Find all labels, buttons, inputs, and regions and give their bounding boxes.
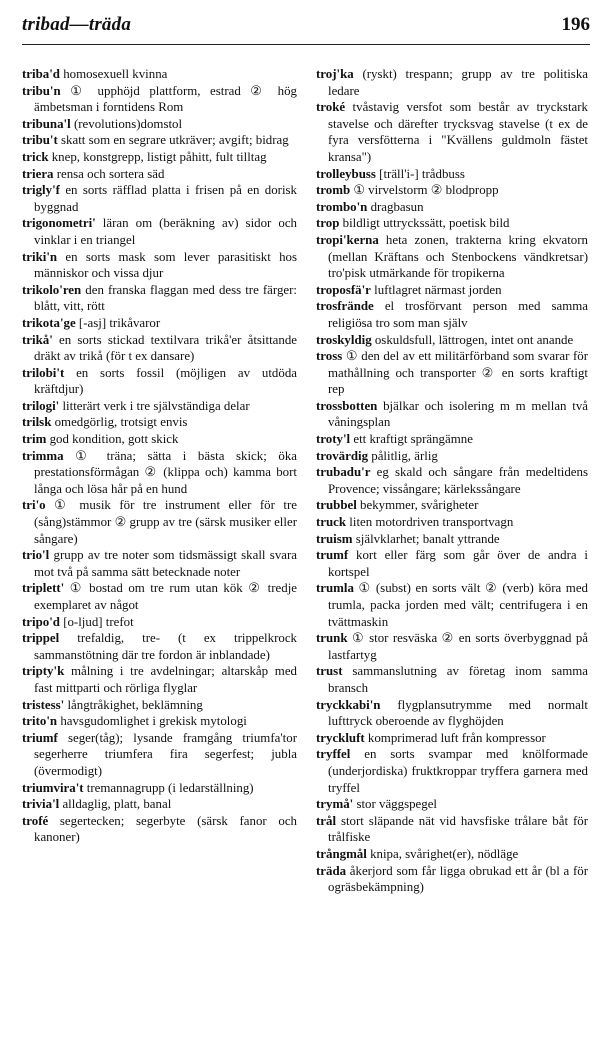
dictionary-entry bbox=[22, 697, 297, 714]
entry-definition: en sorts stickad textilvara trikå'er åtsittande dräkt av trikå (för t ex dansare) bbox=[34, 332, 297, 364]
entry-headword: tromb bbox=[316, 183, 351, 198]
entry-headword: tribuna'l bbox=[22, 116, 71, 131]
entry-definition: litterärt verk i tre självständiga delar bbox=[59, 398, 250, 413]
entry-headword: trofé bbox=[22, 813, 49, 828]
entry-definition: en sorts svampar med knölformade (underjordiska) fruktkroppar tryffera garnera med tryffel bbox=[328, 747, 588, 795]
entry-headword: trubadu'r bbox=[316, 465, 371, 480]
entry-definition: havsgudomlighet i grekisk mytologi bbox=[57, 714, 247, 729]
dictionary-entry bbox=[22, 83, 297, 116]
dictionary-entry bbox=[316, 630, 588, 663]
dictionary-entry bbox=[22, 780, 297, 797]
entry-definition: självklarhet; banalt yttrande bbox=[352, 531, 500, 546]
entry-headword: trossbotten bbox=[316, 398, 378, 413]
entry-definition: ① bostad om tre rum utan kök ② tredje exemplaret av något bbox=[34, 581, 297, 612]
dictionary-entry bbox=[316, 215, 588, 232]
entry-headword: trymå' bbox=[316, 797, 354, 812]
dictionary-entry bbox=[316, 66, 588, 99]
left-column bbox=[22, 66, 297, 846]
entry-definition: luftlagret närmast jorden bbox=[370, 282, 502, 297]
entry-headword: trio'l bbox=[22, 548, 50, 563]
entry-definition: flygplansutrymme med normalt lufttryck oberoende av flyghöjden bbox=[328, 697, 588, 729]
dictionary-entry bbox=[22, 663, 297, 696]
entry-definition: ① (subst) en sorts vält ② (verb) köra med trumla, packa jorden med vält; centrifugera i en tvättmaskin bbox=[328, 581, 588, 629]
entry-definition: rensa och sortera säd bbox=[53, 166, 165, 181]
dictionary-entry bbox=[316, 863, 588, 896]
entry-headword: trikolo'ren bbox=[22, 282, 82, 297]
dictionary-entry bbox=[22, 497, 297, 547]
entry-definition: sammanslutning av företag inom samma bransch bbox=[328, 664, 588, 695]
entry-definition: läran om (beräkning av) sidor och vinklar i en triangel bbox=[34, 216, 297, 247]
entry-headword: trumla bbox=[316, 581, 354, 596]
entry-headword: trilobi't bbox=[22, 365, 65, 380]
dictionary-entry bbox=[316, 697, 588, 730]
entry-definition: heta zonen, trakterna kring ekvatorn (mellan Kräftans och Stenbockens vändkretsar) tro'pisk utmärkande för tropikerna bbox=[328, 232, 588, 281]
entry-headword: triplett' bbox=[22, 581, 65, 596]
dictionary-entry bbox=[22, 315, 297, 332]
dictionary-entry bbox=[316, 813, 588, 846]
dictionary-entry bbox=[22, 116, 297, 133]
dictionary-entry bbox=[316, 199, 588, 216]
entry-headword: tryffel bbox=[316, 747, 351, 762]
entry-headword: trigonometri' bbox=[22, 216, 96, 231]
dictionary-entry bbox=[316, 464, 588, 497]
entry-definition: stort släpande nät vid havsfiske trålare båt för trålfiske bbox=[328, 813, 588, 845]
entry-definition: ett kraftigt sprängämne bbox=[350, 432, 473, 447]
entry-definition: seger(tåg); lysande framgång triumfa'tor segerherre triumfera fira segerfest; jubla (övermodigt) bbox=[34, 730, 297, 778]
dictionary-entry bbox=[316, 431, 588, 448]
entry-definition: tremannagrupp (i ledarställning) bbox=[83, 780, 254, 795]
entry-headword: truism bbox=[316, 531, 353, 546]
entry-definition: stor väggspegel bbox=[353, 797, 438, 812]
entry-headword: trito'n bbox=[22, 714, 58, 729]
dictionary-entry bbox=[316, 796, 588, 813]
entry-headword: trosfrände bbox=[316, 299, 374, 314]
dictionary-entry bbox=[22, 365, 297, 398]
dictionary-entry bbox=[22, 282, 297, 315]
entry-headword: triki'n bbox=[22, 249, 58, 264]
entry-definition: långtråkighet, beklämning bbox=[64, 697, 203, 712]
dictionary-entry bbox=[22, 132, 297, 149]
dictionary-entry bbox=[316, 298, 588, 331]
dictionary-entry bbox=[22, 580, 297, 613]
entry-headword: triera bbox=[22, 166, 54, 181]
entry-definition: pålitlig, ärlig bbox=[368, 448, 438, 463]
dictionary-entry bbox=[316, 746, 588, 796]
dictionary-entry bbox=[316, 99, 588, 165]
entry-headword: trigly'f bbox=[22, 183, 60, 198]
entry-definition: målning i tre avdelningar; altarskåp med fast mittparti och rörliga flyglar bbox=[34, 664, 297, 695]
entry-definition: ① virvelstorm ② blodpropp bbox=[350, 183, 499, 198]
entry-definition: ① den del av ett militärförband som svarar för mathållning och transporter ② en sorts kraftigt rep bbox=[328, 349, 588, 397]
dictionary-entry bbox=[22, 730, 297, 780]
entry-definition: [träll'i-] trådbuss bbox=[375, 166, 465, 181]
right-column bbox=[316, 66, 588, 896]
dictionary-entry bbox=[22, 614, 297, 631]
entry-definition: liten motordriven transportvagn bbox=[346, 515, 514, 530]
entry-headword: troké bbox=[316, 100, 346, 115]
entry-headword: triba'd bbox=[22, 67, 60, 81]
dictionary-entry bbox=[316, 398, 588, 431]
entry-definition: (revolutions)domstol bbox=[70, 116, 183, 131]
dictionary-entry bbox=[22, 448, 297, 498]
entry-headword: trubbel bbox=[316, 498, 357, 513]
entry-definition: [-asj] trikåvaror bbox=[75, 315, 161, 330]
entry-headword: trunk bbox=[316, 631, 348, 646]
entry-headword: triumf bbox=[22, 730, 58, 745]
entry-definition: komprimerad luft från kompressor bbox=[364, 730, 546, 745]
dictionary-entry bbox=[316, 282, 588, 299]
entry-definition: (ryskt) trespann; grupp av tre politiska ledare bbox=[328, 67, 588, 98]
dictionary-entry bbox=[22, 149, 297, 166]
entry-definition: god kondition, gott skick bbox=[46, 432, 179, 447]
entry-headword: tripo'd bbox=[22, 614, 60, 629]
entry-definition: kort eller färg som går över de andra i kortspel bbox=[328, 548, 588, 579]
header-rule bbox=[22, 44, 590, 45]
entry-definition: ① stor resväska ② en sorts överbyggnad på lastfartyg bbox=[328, 631, 588, 662]
dictionary-entry bbox=[22, 547, 297, 580]
entry-definition: segertecken; segerbyte (särsk fanor och kanoner) bbox=[34, 813, 297, 845]
entry-headword: trivia'l bbox=[22, 797, 60, 812]
entry-headword: tribu't bbox=[22, 133, 58, 148]
dictionary-entry bbox=[22, 431, 297, 448]
dictionary-entry bbox=[316, 332, 588, 349]
dictionary-entry bbox=[316, 232, 588, 282]
entry-headword: tribu'n bbox=[22, 83, 61, 98]
dictionary-entry bbox=[316, 348, 588, 398]
entry-headword: tryckluft bbox=[316, 730, 365, 745]
entry-headword: tropi'kerna bbox=[316, 232, 379, 247]
entry-definition: bjälkar och isolering m m mellan två våningsplan bbox=[328, 398, 588, 430]
entry-definition: skatt som en segrare utkräver; avgift; bidrag bbox=[57, 133, 289, 148]
dictionary-entry bbox=[22, 813, 297, 846]
entry-definition: bildligt uttryckssätt, poetisk bild bbox=[339, 216, 510, 231]
dictionary-entry bbox=[316, 448, 588, 465]
entry-headword: trust bbox=[316, 664, 343, 679]
entry-headword: trombo'n bbox=[316, 199, 368, 214]
dictionary-entry bbox=[22, 66, 297, 83]
entry-headword: tripty'k bbox=[22, 664, 65, 679]
entry-headword: trippel bbox=[22, 631, 60, 646]
entry-definition: en sorts fossil (möjligen av utdöda kräftdjur) bbox=[34, 365, 297, 397]
entry-definition: bekymmer, svårigheter bbox=[356, 498, 479, 513]
entry-headword: troskyldig bbox=[316, 332, 372, 347]
entry-definition: eg skald och sångare från medeltidens Provence; vissångare; kärlekssångare bbox=[328, 465, 588, 496]
dictionary-entry bbox=[316, 580, 588, 630]
entry-headword: trick bbox=[22, 149, 49, 164]
entry-definition: en sorts mask som lever parasitiskt hos människor och vissa djur bbox=[34, 249, 297, 281]
entry-definition: oskuldsfull, lättrogen, intet ont anande bbox=[371, 332, 574, 347]
entry-definition: dragbasun bbox=[367, 199, 424, 214]
dictionary-entry bbox=[22, 215, 297, 248]
entry-headword: trikota'ge bbox=[22, 315, 76, 330]
entry-headword: troty'l bbox=[316, 432, 351, 447]
dictionary-entry bbox=[22, 166, 297, 183]
entry-headword: träda bbox=[316, 863, 347, 878]
entry-headword: trumf bbox=[316, 548, 349, 563]
entry-definition: alldaglig, platt, banal bbox=[59, 797, 172, 812]
entry-headword: tross bbox=[316, 349, 343, 364]
entry-headword: trimma bbox=[22, 448, 64, 463]
dictionary-entry bbox=[316, 166, 588, 183]
entry-definition: en sorts räfflad platta i frisen på en dorisk byggnad bbox=[34, 183, 297, 214]
dictionary-entry bbox=[22, 630, 297, 663]
entry-definition: [o-ljud] trefot bbox=[59, 614, 134, 629]
entry-definition: tvåstavig versfot som består av tryckstark stavelse och därefter trycksvag stavelse (t ex de fyra versfötterna i "Kvällens guldmoln fästet kransa") bbox=[328, 100, 588, 164]
dictionary-entry bbox=[22, 398, 297, 415]
entry-definition: trefaldig, tre- (t ex trippelkrock sammanstötning där tre fordon är inblandade) bbox=[34, 631, 297, 662]
dictionary-entry bbox=[22, 414, 297, 431]
entry-headword: tryckkabi'n bbox=[316, 697, 381, 712]
entry-headword: trikå' bbox=[22, 332, 53, 347]
entry-headword: trop bbox=[316, 216, 340, 231]
entry-headword: troj'ka bbox=[316, 67, 354, 81]
entry-definition: el trosförvant person med samma religiösa tro som man själv bbox=[328, 299, 588, 330]
dictionary-entry bbox=[316, 531, 588, 548]
entry-headword: tri'o bbox=[22, 498, 46, 513]
entry-headword: triumvira't bbox=[22, 780, 84, 795]
dictionary-entry bbox=[22, 713, 297, 730]
entry-definition: homosexuell kvinna bbox=[59, 67, 168, 81]
dictionary-entry bbox=[316, 730, 588, 747]
dictionary-entry bbox=[22, 182, 297, 215]
dictionary-entry bbox=[316, 497, 588, 514]
dictionary-entry bbox=[316, 514, 588, 531]
entry-definition: ① upphöjd plattform, estrad ② hög ämbetsman i forntidens Rom bbox=[34, 83, 297, 115]
entry-headword: trolleybuss bbox=[316, 166, 376, 181]
entry-headword: trovärdig bbox=[316, 448, 369, 463]
entry-headword: trilogi' bbox=[22, 398, 60, 413]
dictionary-entry bbox=[22, 332, 297, 365]
running-head: tribad—träda bbox=[22, 14, 132, 35]
entry-definition: knipa, svårighet(er), nödläge bbox=[366, 846, 519, 861]
dictionary-entry bbox=[22, 796, 297, 813]
dictionary-entry bbox=[316, 663, 588, 696]
entry-definition: ① träna; sätta i bästa skick; öka prestationsförmågan ② (klippa och) kamma bort långa och lösa hår på en hund bbox=[34, 448, 297, 496]
entry-headword: troposfä'r bbox=[316, 282, 371, 297]
entry-headword: trål bbox=[316, 813, 337, 828]
entry-definition: grupp av tre noter som tidsmässigt skall svara mot två på samma sätt betecknade noter bbox=[34, 548, 297, 579]
entry-definition: ① musik för tre instrument eller för tre (sång)stämmor ② grupp av tre (särsk musiker eller sångare) bbox=[34, 498, 297, 546]
entry-definition: knep, konstgrepp, listigt påhitt, fult tilltag bbox=[48, 149, 267, 164]
entry-headword: trångmål bbox=[316, 846, 367, 861]
entry-headword: truck bbox=[316, 515, 347, 530]
dictionary-entry bbox=[316, 846, 588, 863]
dictionary-entry bbox=[22, 249, 297, 282]
dictionary-entry bbox=[316, 547, 588, 580]
entry-headword: tristess' bbox=[22, 697, 65, 712]
entry-definition: den franska flaggan med dess tre färger: blått, vitt, rött bbox=[34, 282, 297, 314]
entry-definition: omedgörlig, trotsigt envis bbox=[51, 415, 188, 430]
entry-definition: åkerjord som får ligga obrukad ett år (bl a för ogräsbekämpning) bbox=[328, 863, 588, 895]
page-number: 196 bbox=[561, 14, 590, 35]
entry-headword: trilsk bbox=[22, 415, 52, 430]
page-header bbox=[22, 14, 590, 46]
entry-headword: trim bbox=[22, 432, 47, 447]
dictionary-entry bbox=[316, 182, 588, 199]
